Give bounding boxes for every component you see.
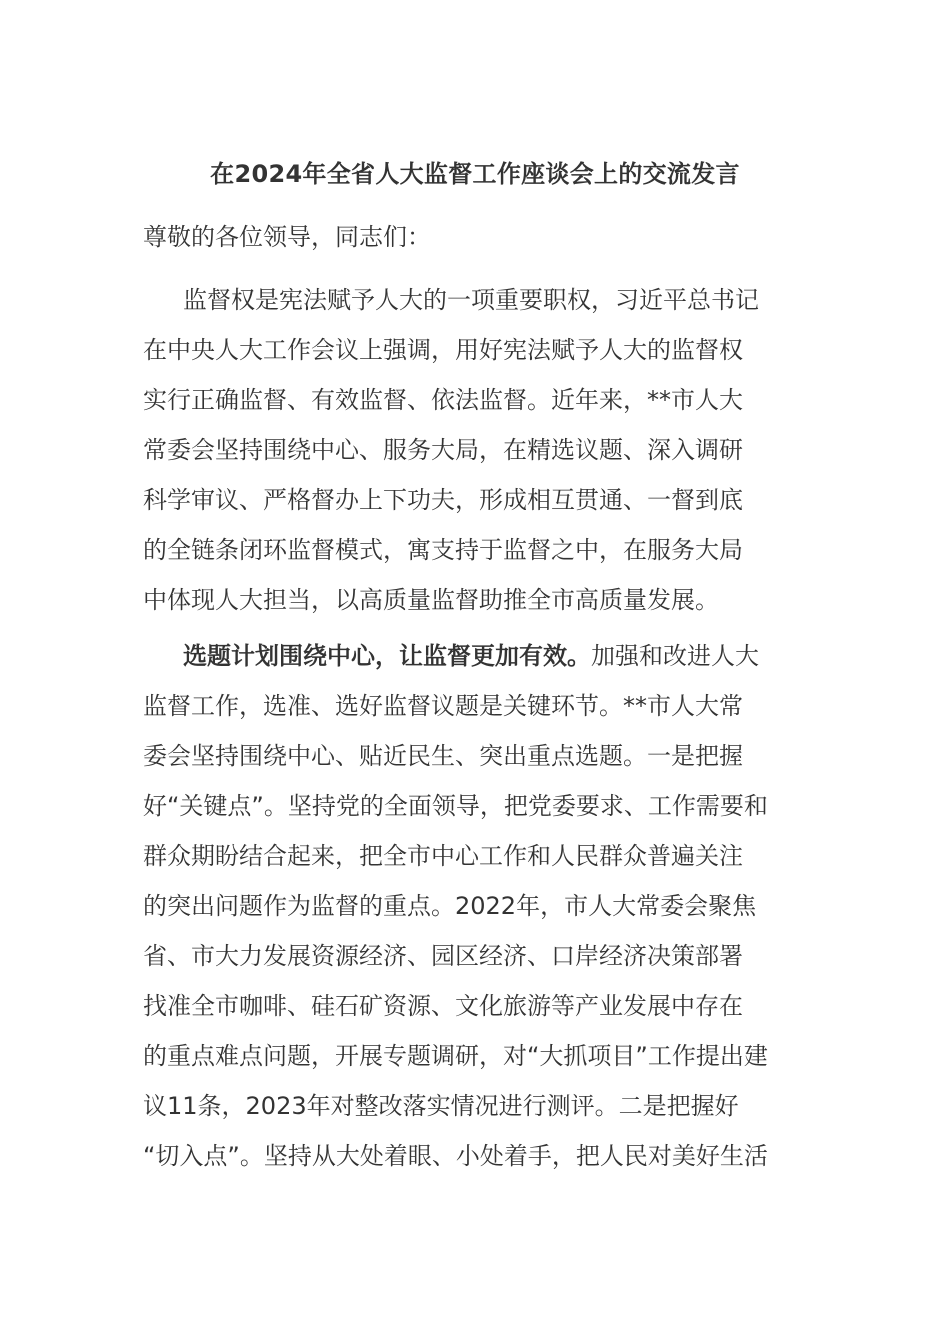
paragraph-line: 在中央人大工作会议上强调，用好宪法赋予人大的监督权 <box>143 336 743 364</box>
paragraph-line: 科学审议、严格督办上下功夫，形成相互贯通、一督到底 <box>143 486 743 514</box>
paragraph-line: 实行正确监督、有效监督、依法监督。近年来，**市人大 <box>143 386 743 414</box>
paragraph-line: 省、市大力发展资源经济、园区经济、口岸经济决策部署 <box>143 942 743 970</box>
paragraph-line: 常委会坚持围绕中心、服务大局，在精选议题、深入调研 <box>143 436 743 464</box>
paragraph-line: 找准全市咖啡、硅石矿资源、文化旅游等产业发展中存在 <box>143 992 743 1020</box>
paragraph-line: 委会坚持围绕中心、贴近民生、突出重点选题。一是把握 <box>143 742 743 770</box>
paragraph-line: 好“关键点”。坚持党的全面领导，把党委要求、工作需要和 <box>143 792 768 820</box>
paragraph-line: 议11条，2023年对整改落实情况进行测评。二是把握好 <box>143 1092 739 1120</box>
document-title: 在2024年全省人大监督工作座谈会上的交流发言 <box>210 160 740 188</box>
paragraph-line: 群众期盼结合起来，把全市中心工作和人民群众普遍关注 <box>143 842 743 870</box>
paragraph-line: “切入点”。坚持从大处着眼、小处着手，把人民对美好生活 <box>143 1142 768 1170</box>
paragraph-line: 中体现人大担当，以高质量监督助推全市高质量发展。 <box>143 586 719 614</box>
paragraph-line-rest: 加强和改进人大 <box>591 642 759 670</box>
section-heading: 选题计划围绕中心，让监督更加有效。 <box>183 642 591 670</box>
salutation: 尊敬的各位领导，同志们： <box>143 223 431 251</box>
paragraph-intro <box>143 275 807 625</box>
paragraph-line: 监督权是宪法赋予人大的一项重要职权，习近平总书记 <box>183 286 759 314</box>
paragraph-line: 监督工作，选准、选好监督议题是关键环节。**市人大常 <box>143 692 743 720</box>
paragraph-topic-selection <box>143 631 807 1181</box>
paragraph-line: 的突出问题作为监督的重点。2022年，市人大常委会聚焦 <box>143 892 757 920</box>
paragraph-line: 的重点难点问题，开展专题调研，对“大抓项目”工作提出建 <box>143 1042 768 1070</box>
paragraph-first-line <box>143 631 807 681</box>
paragraph-line: 的全链条闭环监督模式，寓支持于监督之中，在服务大局 <box>143 536 743 564</box>
